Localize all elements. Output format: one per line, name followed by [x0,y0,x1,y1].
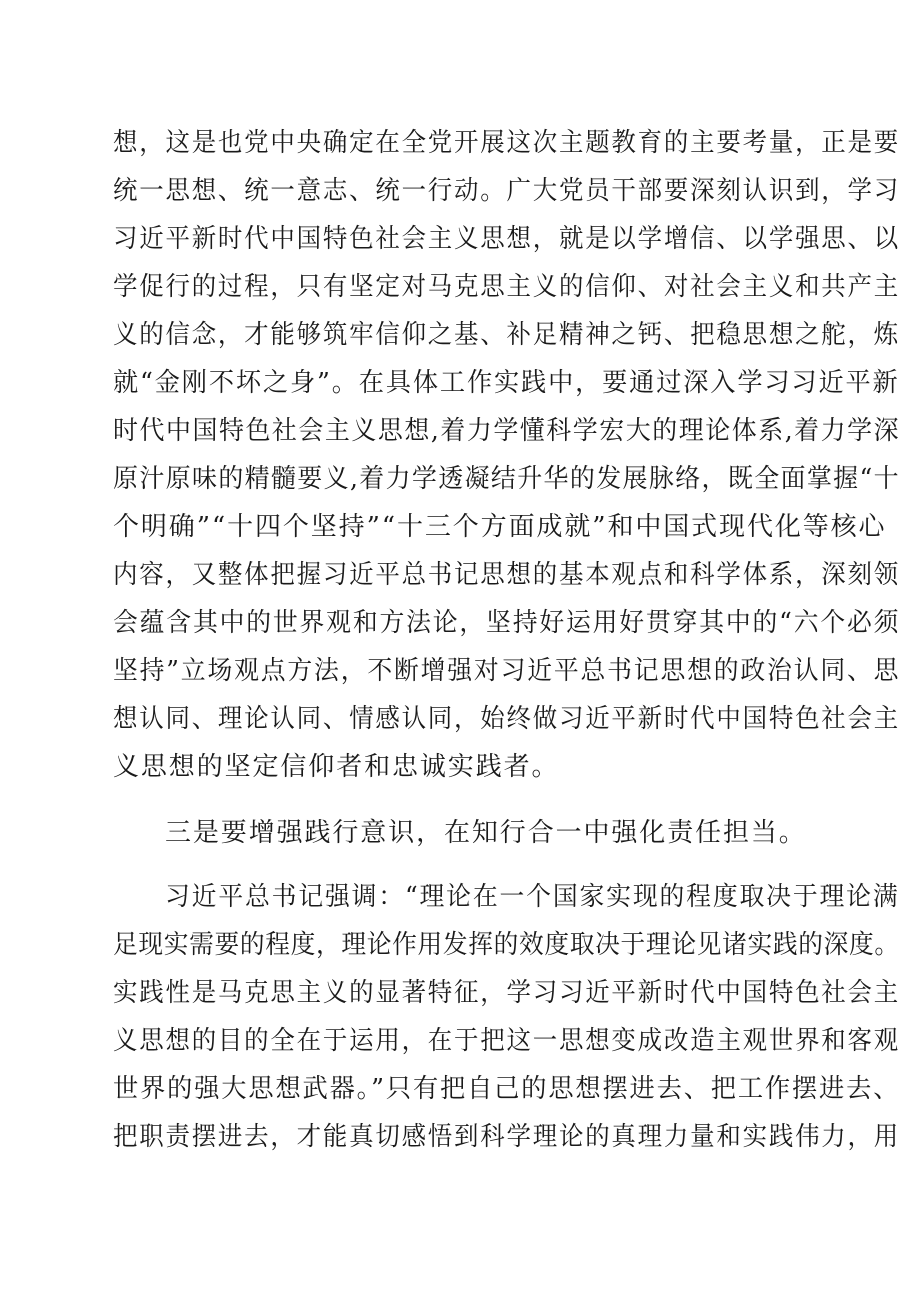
text-line: 内容，又整体把握习近平总书记思想的基本观点和科学体系，深刻领 [113,560,901,590]
text-line: 原汁原味的精髓要义,着力学透凝结升华的发展脉络，既全面掌握“十 [113,464,900,494]
section-heading: 三是要增强践行意识，在知行合一中强化责任担当。 [165,818,807,848]
text-line: 想，这是也党中央确定在全党开展这次主题教育的主要考量，正是要 [113,128,901,158]
text-line: 义的信念，才能够筑牢信仰之基、补足精神之钙、把稳思想之舵，炼 [113,320,901,350]
text-line: 个明确”“十四个坚持”“十三个方面成就”和中国式现代化等核心 [113,512,887,542]
text-line: 坚持”立场观点方法，不断增强对习近平总书记思想的政治认同、思 [113,656,901,686]
text-line: 习近平总书记强调：“理论在一个国家实现的程度取决于理论满 [165,882,900,912]
text-line: 时代中国特色社会主义思想,着力学懂科学宏大的理论体系,着力学深 [113,416,901,446]
text-line: 把职责摆进去，才能真切感悟到科学理论的真理力量和实践伟力，用 [113,1122,901,1152]
text-line: 学促行的过程，只有坚定对马克思主义的信仰、对社会主义和共产主 [113,272,901,302]
text-line: 统一思想、统一意志、统一行动。广大党员干部要深刻认识到，学习 [113,176,901,206]
text-line: 世界的强大思想武器。”只有把自己的思想摆进去、把工作摆进去、 [113,1074,901,1104]
text-line: 就“金刚不坏之身”。在具体工作实践中，要通过深入学习习近平新 [113,368,900,398]
text-line: 义思想的目的全在于运用，在于把这一思想变成改造主观世界和客观 [113,1026,901,1056]
text-line: 想认同、理论认同、情感认同，始终做习近平新时代中国特色社会主 [113,704,901,734]
text-line: 习近平新时代中国特色社会主义思想，就是以学增信、以学强思、以 [113,224,901,254]
text-line: 义思想的坚定信仰者和忠诚实践者。 [113,752,560,782]
text-line: 会蕴含其中的世界观和方法论，坚持好运用好贯穿其中的“六个必须 [113,608,901,638]
text-line: 实践性是马克思主义的显著特征，学习习近平新时代中国特色社会主 [113,978,901,1008]
text-line: 足现实需要的程度，理论作用发挥的效度取决于理论见诸实践的深度。 [113,930,900,960]
